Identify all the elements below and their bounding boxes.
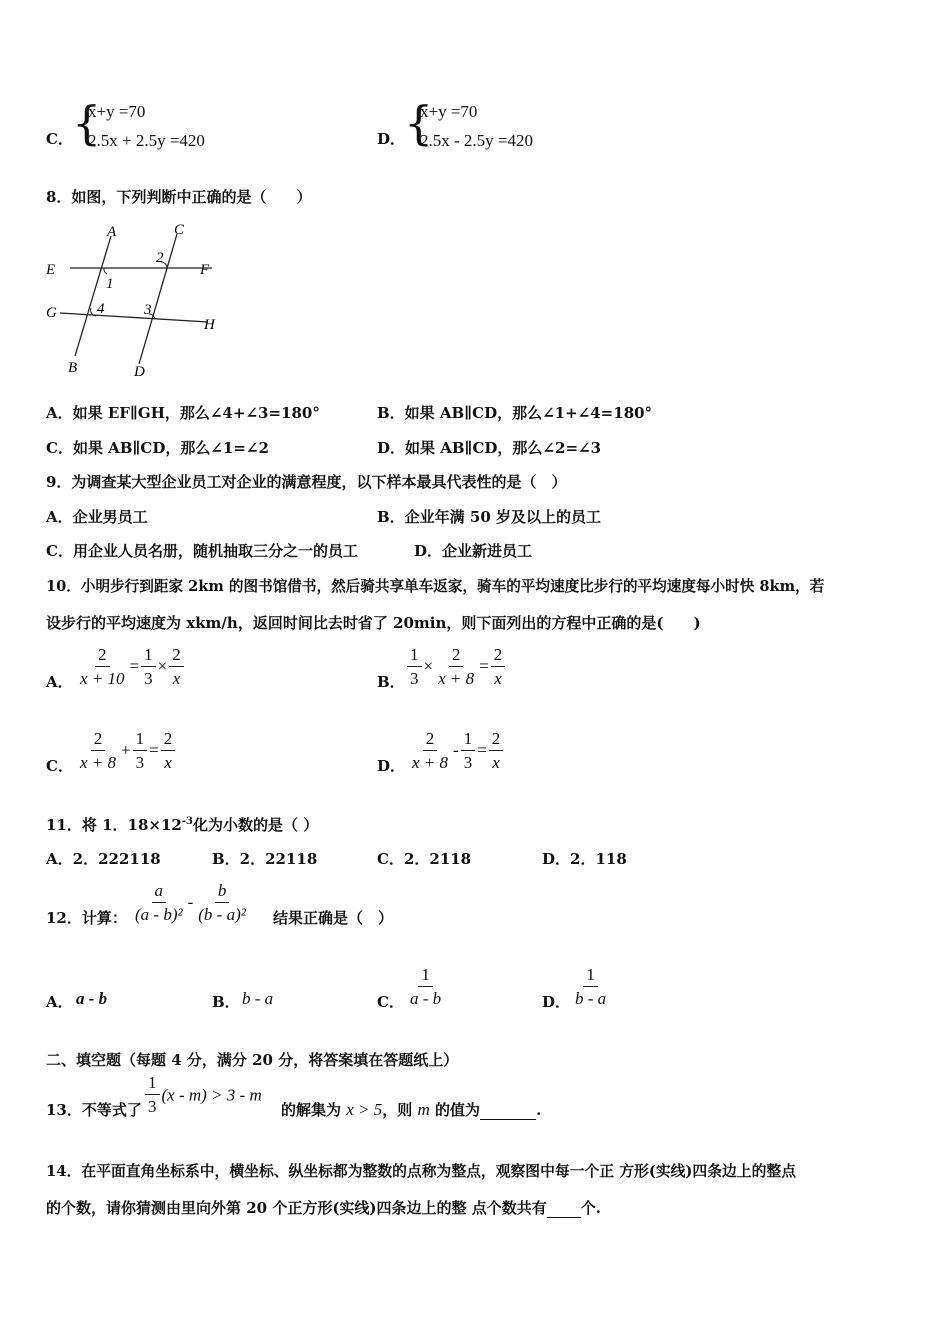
fig-label-b: B bbox=[68, 360, 78, 376]
q13-variable: m bbox=[417, 1100, 430, 1119]
fig-label-4: 4 bbox=[97, 301, 105, 317]
fig-label-1: 1 bbox=[106, 276, 114, 292]
q13-period: . bbox=[536, 1101, 542, 1119]
fraction-numerator: 2 bbox=[423, 728, 438, 751]
q13-inequality bbox=[143, 1072, 262, 1119]
q10-stem-line-2: 设步行的平均速度为 xkm/h，返回时间比去时省了 20min，则下面列出的方程中正确的是( ) bbox=[46, 614, 701, 632]
q12-option-a-label: A． bbox=[46, 993, 73, 1011]
q10-option-c-expression bbox=[75, 728, 177, 775]
q7-option-d-label: D． bbox=[377, 130, 406, 148]
fraction-numerator: 1 bbox=[583, 964, 598, 987]
q7-option-c-label: C． bbox=[46, 130, 73, 148]
equals-sign: = bbox=[479, 656, 489, 676]
fraction-denominator: x + 10 bbox=[80, 669, 125, 688]
q8-option-c: C．如果 AB∥CD，那么∠1=∠2 bbox=[46, 439, 269, 457]
q9-option-c: C．用企业人员名册，随机抽取三分之一的员工 bbox=[46, 542, 358, 560]
q13-text: 的解集为 bbox=[281, 1101, 342, 1119]
q14-stem-line-2 bbox=[46, 1197, 601, 1218]
plus-sign: + bbox=[121, 740, 131, 760]
fraction-denominator: a - b bbox=[410, 989, 442, 1008]
q8-option-a: A．如果 EF∥GH，那么∠4+∠3=180° bbox=[46, 404, 320, 422]
fraction-numerator: 2 bbox=[491, 644, 506, 667]
q11-stem-text: 化为小数的是（ ） bbox=[192, 816, 319, 834]
answer-blank[interactable] bbox=[480, 1103, 536, 1120]
q7-d-equation-2: 2.5x - 2.5y =420 bbox=[420, 131, 533, 150]
q10-option-c-label: C． bbox=[46, 757, 73, 775]
fraction-numerator: 1 bbox=[407, 644, 422, 667]
q13-text: ，则 bbox=[382, 1101, 413, 1119]
q13-text: 的值为 bbox=[435, 1101, 481, 1119]
fraction-denominator: (b - a)² bbox=[198, 905, 246, 924]
fraction-denominator: x + 8 bbox=[438, 669, 475, 688]
fig-label-a: A bbox=[107, 224, 117, 240]
q12-stem-pre: 12．计算： bbox=[46, 909, 127, 927]
q10-stem-line-1: 10．小明步行到距家 2km 的图书馆借书，然后骑共享单车返家，骑车的平均速度比步行的平均速度每小时快 8km，若 bbox=[46, 578, 825, 595]
fraction-numerator: 1 bbox=[461, 728, 476, 751]
angle-1-arc bbox=[104, 268, 107, 274]
q10-option-b-expression bbox=[405, 644, 507, 691]
q12-option-c-expression bbox=[405, 964, 446, 1011]
q10-option-b-label: B． bbox=[377, 673, 405, 691]
q12-expression bbox=[130, 880, 251, 927]
q8-option-b: B．如果 AB∥CD，那么∠1+∠4=180° bbox=[377, 404, 653, 422]
fraction-denominator: 3 bbox=[148, 1097, 157, 1116]
q8-stem: 8．如图，下列判断中正确的是（ ） bbox=[46, 188, 312, 206]
q11-option-c: C．2．2118 bbox=[377, 850, 472, 868]
line-ab bbox=[75, 236, 111, 356]
fraction-numerator: 2 bbox=[91, 728, 106, 751]
q9-option-a: A．企业男员工 bbox=[46, 508, 148, 526]
fraction-denominator: b - a bbox=[575, 989, 607, 1008]
q13-condition: x > 5 bbox=[346, 1100, 383, 1119]
fraction-numerator: 2 bbox=[449, 644, 464, 667]
q14-text: 个. bbox=[580, 1199, 601, 1217]
fraction-numerator: a bbox=[152, 880, 167, 903]
q12-option-b-value: b - a bbox=[242, 989, 274, 1008]
q12-option-a-value: a - b bbox=[76, 989, 108, 1008]
fraction-denominator: x bbox=[492, 753, 500, 772]
fraction-numerator: 1 bbox=[418, 964, 433, 987]
equals-sign: = bbox=[129, 656, 140, 676]
q11-option-d: D．2．118 bbox=[542, 850, 627, 868]
left-brace-icon: { bbox=[72, 96, 102, 150]
fraction-denominator: x bbox=[494, 669, 502, 688]
fraction-numerator: b bbox=[215, 880, 230, 903]
q11-option-a: A．2．222118 bbox=[46, 850, 161, 868]
q12-option-d-expression bbox=[570, 964, 611, 1011]
equals-sign: = bbox=[149, 740, 159, 760]
answer-blank[interactable] bbox=[547, 1201, 581, 1218]
q8-option-d: D．如果 AB∥CD，那么∠2=∠3 bbox=[377, 439, 602, 457]
q11-option-b: B．2．22118 bbox=[212, 850, 318, 868]
equals-sign: = bbox=[477, 740, 487, 760]
q11-stem-text: 11．将 1．18×12 bbox=[46, 816, 182, 834]
q10-option-a-label: A． bbox=[46, 673, 73, 691]
section-2-title: 二、填空题（每题 4 分，满分 20 分，将答案填在答题纸上） bbox=[46, 1051, 459, 1069]
q10-option-a-expression bbox=[75, 644, 186, 691]
fig-label-g: G bbox=[46, 305, 57, 321]
fraction-denominator: x + 8 bbox=[80, 753, 117, 772]
fraction-numerator: 2 bbox=[489, 728, 504, 751]
q10-option-d-expression bbox=[407, 728, 505, 775]
fraction-denominator: 3 bbox=[463, 753, 473, 772]
q9-option-b: B．企业年满 50 岁及以上的员工 bbox=[377, 508, 601, 526]
fraction-numerator: 2 bbox=[169, 644, 184, 667]
fraction-denominator: x bbox=[172, 669, 181, 688]
left-brace-icon: { bbox=[404, 96, 434, 150]
q11-stem bbox=[46, 814, 318, 835]
q9-option-d: D．企业新进员工 bbox=[414, 542, 533, 560]
q7-d-equation-1: x+y =70 bbox=[420, 102, 478, 121]
fraction-numerator: 2 bbox=[95, 644, 110, 667]
q14-text: 的个数，请你猜测由里向外第 20 个正方形(实线)四条边上的整 点个数共有 bbox=[46, 1199, 547, 1217]
fraction-numerator: 1 bbox=[133, 728, 148, 751]
q7-c-equation-2: 2.5x + 2.5y =420 bbox=[88, 131, 205, 150]
line-gh bbox=[60, 313, 208, 322]
fraction-numerator: 1 bbox=[141, 644, 156, 667]
times-sign: × bbox=[157, 656, 168, 676]
fraction-denominator: x + 8 bbox=[412, 753, 449, 772]
fig-label-e: E bbox=[46, 262, 56, 278]
times-sign: × bbox=[423, 656, 434, 676]
q12-option-d-label: D． bbox=[542, 993, 571, 1011]
fraction-denominator: 3 bbox=[144, 669, 153, 688]
fraction-denominator: (a - b)² bbox=[135, 905, 183, 924]
minus-sign: - bbox=[453, 740, 459, 760]
fig-label-d: D bbox=[134, 364, 145, 380]
fig-label-c: C bbox=[174, 222, 185, 238]
fig-label-2: 2 bbox=[156, 250, 164, 266]
q12-option-b-label: B． bbox=[212, 993, 240, 1011]
q10-option-d-label: D． bbox=[377, 757, 406, 775]
q12-stem-post: 结果正确是（ ） bbox=[273, 909, 394, 927]
q13-stem-rest bbox=[281, 1099, 541, 1120]
minus-sign: - bbox=[187, 892, 194, 912]
q9-stem: 9．为调查某大型企业员工对企业的满意程度，以下样本最具代表性的是（ ） bbox=[46, 473, 567, 491]
fraction-denominator: 3 bbox=[135, 753, 145, 772]
fraction-denominator: 3 bbox=[410, 669, 419, 688]
q11-exponent: -3 bbox=[181, 816, 193, 827]
fig-label-f: F bbox=[200, 262, 210, 278]
q8-geometry-figure bbox=[40, 218, 230, 383]
fraction-numerator: 2 bbox=[161, 728, 176, 751]
q13-stem-pre: 13．不等式了 bbox=[46, 1101, 142, 1119]
q12-option-c-label: C． bbox=[377, 993, 404, 1011]
fig-label-h: H bbox=[204, 317, 215, 333]
fig-label-3: 3 bbox=[144, 302, 152, 318]
q7-c-equation-1: x+y =70 bbox=[88, 102, 146, 121]
fraction-denominator: x bbox=[164, 753, 172, 772]
fraction-numerator: 1 bbox=[145, 1072, 160, 1095]
q14-stem-line-1: 14．在平面直角坐标系中，横坐标、纵坐标都为整数的点称为整点，观察图中每一个正 方形(实线)四条边上的整点 bbox=[46, 1163, 796, 1180]
inequality-expression: (x - m) > 3 - m bbox=[161, 1085, 262, 1105]
